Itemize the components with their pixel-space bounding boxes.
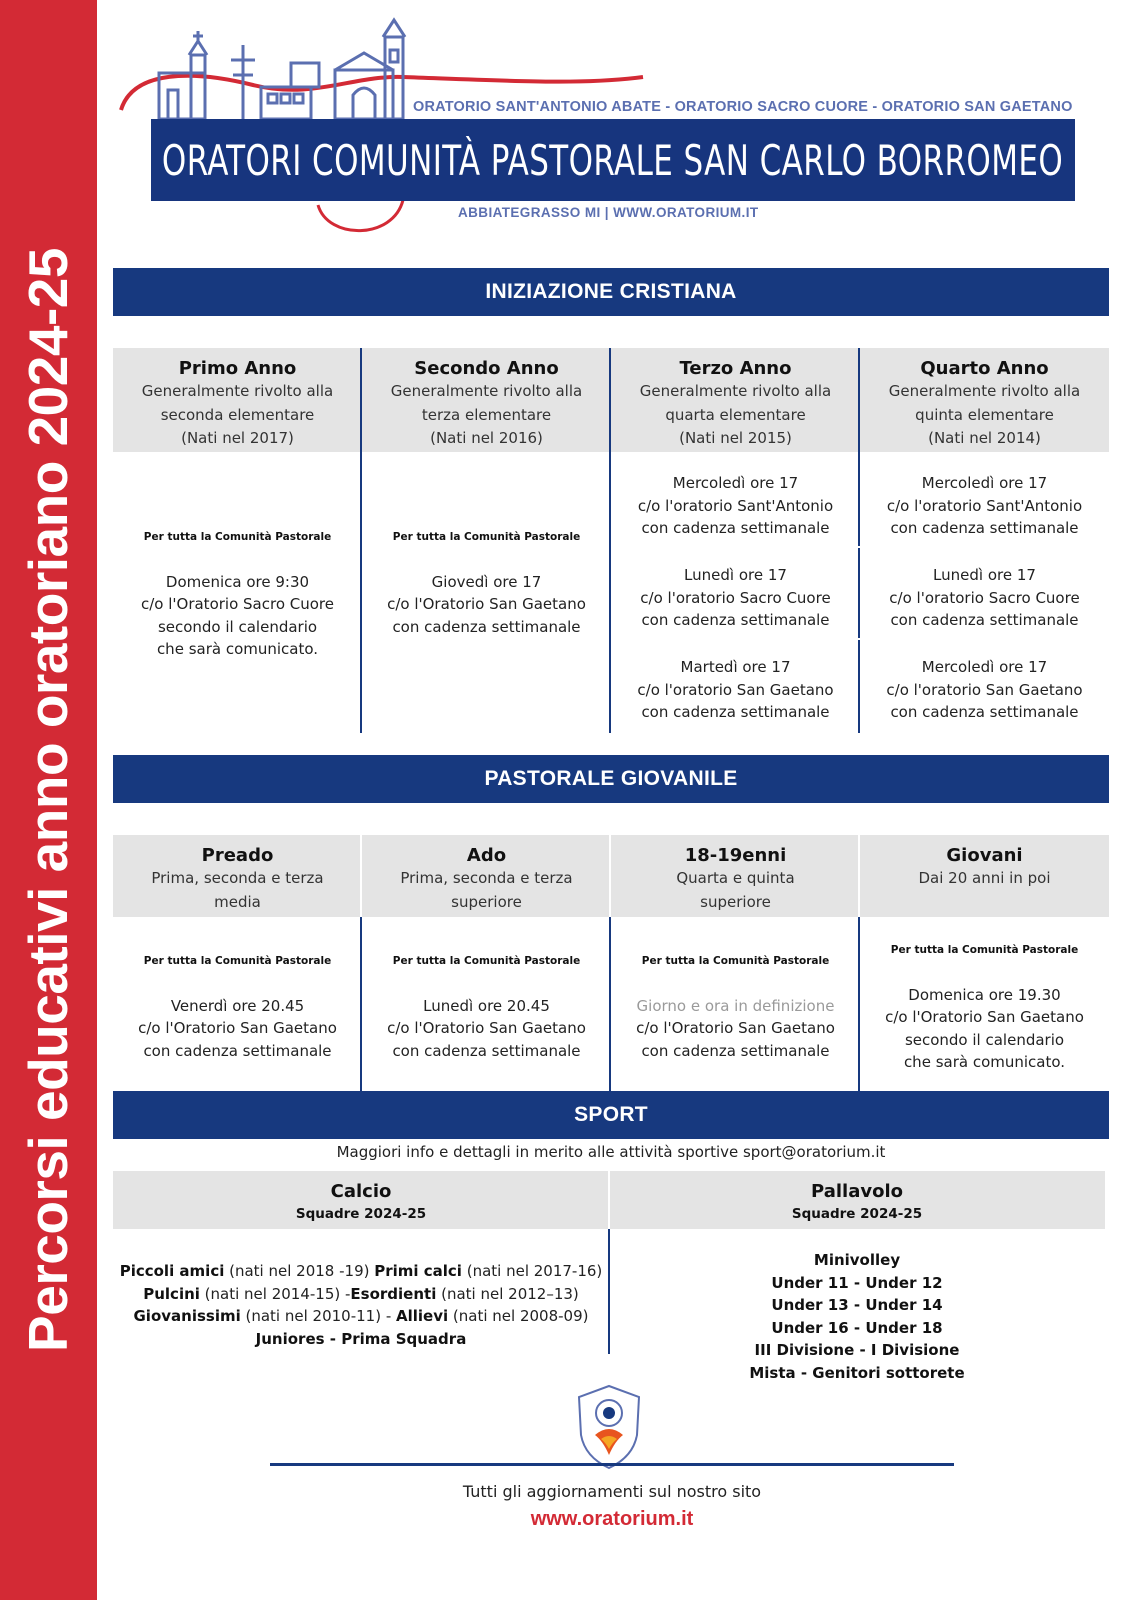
schedule-line: c/o l'oratorio Sant'Antonio [637,496,834,515]
footer-url-link[interactable]: www.oratorium.it [530,1508,694,1530]
pallavolo-subtitle: Squadre 2024-25 [791,1206,923,1222]
column-header-preado [113,835,362,913]
note: Per tutta la Comunità Pastorale [641,955,830,967]
column-title: 18-19enni [684,845,787,866]
team-years: (nati nel 2017-16) [461,1262,603,1280]
header-address: ABBIATEGRASSO MI | WWW.ORATORIUM.IT [458,205,759,220]
header-banner [151,119,1075,201]
schedule-line: Giorno e ora in definizione [636,996,835,1015]
sport-info: Maggiori info e dettagli in merito alle attività sportive sport@oratorium.it [336,1143,886,1161]
column-desc: superiore [700,892,771,911]
note: Per tutta la Comunità Pastorale [143,955,332,967]
header [113,15,1109,240]
schedule-line: c/o l'Oratorio San Gaetano [138,1019,337,1037]
calcio-header [113,1171,609,1222]
column-desc: (Nati nel 2017) [181,429,294,447]
team-name: Esordienti [350,1284,437,1303]
calcio-title: Calcio [330,1181,392,1202]
team-name: Giovanissimi [133,1307,241,1325]
schedule-line: c/o l'oratorio San Gaetano [886,680,1083,699]
schedule-line: con cadenza settimanale [890,703,1079,721]
schedule-slot [860,472,1109,540]
team-name: Mista - Genitori sottorete [749,1363,965,1382]
column-title: Primo Anno [178,358,297,379]
team-name: Allievi [396,1307,449,1325]
schedule-line: c/o l'oratorio San Gaetano [637,680,834,699]
section-iniziazione-title: INIZIAZIONE CRISTIANA [113,268,1109,316]
column-desc: (Nati nel 2015) [679,429,792,447]
column-header-giovani [860,835,1109,890]
team-name: III Divisione - I Divisione [754,1341,960,1359]
schedule-slot [611,656,860,724]
schedule-line: c/o l'Oratorio San Gaetano [636,1019,835,1037]
header-title: ORATORI COMUNITÀ PASTORALE SAN CARLO BORROMEO [162,135,1064,185]
calcio-subtitle: Squadre 2024-25 [295,1206,427,1222]
schedule-slot [860,564,1109,632]
column-desc: quinta elementare [915,405,1054,424]
column-desc: Quarta e quinta [676,869,795,887]
schedule-line: c/o l'Oratorio San Gaetano [885,1008,1084,1026]
schedule-line: c/o l'Oratorio San Gaetano [387,1019,586,1037]
schedule-line: Martedì ore 17 [680,658,791,676]
team-name: Under 16 - Under 18 [771,1318,943,1337]
schedule-line: con cadenza settimanale [890,611,1079,629]
column-header-ado [362,835,611,913]
schedule-line: con cadenza settimanale [641,519,830,537]
column-title: Quarto Anno [920,358,1049,379]
schedule-line: Lunedì ore 20.45 [423,996,550,1015]
schedule-slot [860,656,1109,724]
schedule-line: Domenica ore 19.30 [908,985,1061,1004]
schedule-primo-anno [113,526,362,661]
column-header-18-19enni [611,835,860,913]
sport-header-row [113,1171,1105,1229]
schedule-line: con cadenza settimanale [641,611,830,629]
schedule-line: secondo il calendario [157,617,318,636]
column-desc: Prima, seconda e terza [151,869,324,887]
team-years: (nati nel 2008-09) [448,1307,589,1325]
team-name: Under 11 - Under 12 [771,1273,943,1292]
column-desc: (Nati nel 2014) [928,429,1041,447]
giovanile-grid [113,835,1109,1097]
schedule-line: Domenica ore 9:30 [165,572,310,591]
schedule-line: con cadenza settimanale [641,1041,830,1060]
column-desc: terza elementare [421,405,552,424]
footer-divider [270,1463,954,1466]
schedule-ado [362,950,611,1062]
note: Per tutta la Comunità Pastorale [392,531,581,543]
column-header-quarto-anno [860,348,1109,450]
schedule-line: c/o l'oratorio Sacro Cuore [889,588,1080,607]
column-header-primo-anno [113,348,362,450]
note: Per tutta la Comunità Pastorale [143,531,332,543]
column-title: Secondo Anno [414,358,559,379]
pallavolo-header [609,1171,1105,1222]
column-desc: media [214,892,261,911]
calcio-row [113,1260,609,1283]
schedule-giovani [860,939,1109,1074]
footer-text: Tutti gli aggiornamenti sul nostro sito [462,1482,762,1501]
schedule-line: con cadenza settimanale [392,1041,581,1060]
schedule-line: con cadenza settimanale [890,519,1079,537]
column-desc: Generalmente rivolto alla [888,382,1081,400]
iniziazione-grid [113,348,1109,733]
team-years: (nati nel 2010-11) - [240,1307,397,1325]
team-name: Pulcini [143,1284,200,1303]
column-desc: quarta elementare [665,405,806,424]
schedule-line: con cadenza settimanale [143,1041,332,1060]
team-name: Piccoli amici [119,1262,225,1280]
column-title: Terzo Anno [679,358,792,379]
schedule-line: Mercoledì ore 17 [672,474,799,492]
column-desc: Generalmente rivolto alla [639,382,832,400]
team-name: Primi calci [374,1262,462,1280]
section-giovanile-title: PASTORALE GIOVANILE [113,755,1109,803]
calcio-teams [113,1260,609,1350]
schedule-line: Lunedì ore 17 [684,566,787,584]
section-sport-title: SPORT [113,1091,1109,1139]
column-desc: seconda elementare [160,405,315,424]
divider [611,546,1109,548]
schedule-slot [611,472,860,540]
calcio-row [113,1328,609,1351]
team-years: (nati nel 2012–13) [436,1284,579,1303]
schedule-slot [611,564,860,632]
team-years: (nati nel 2014-15) - [199,1284,351,1303]
note: Per tutta la Comunità Pastorale [890,944,1079,956]
sport-club-crest-icon [575,1383,643,1471]
pallavolo-teams [609,1249,1105,1384]
calcio-row [113,1305,609,1328]
schedule-line: con cadenza settimanale [392,617,581,636]
schedule-line: c/o l'Oratorio San Gaetano [387,595,586,613]
column-desc: Prima, seconda e terza [400,869,573,887]
schedule-line: che sarà comunicato. [903,1053,1066,1071]
team-name: Juniores - Prima Squadra [255,1329,467,1348]
column-desc: Dai 20 anni in poi [918,869,1051,887]
pallavolo-title: Pallavolo [811,1181,903,1202]
schedule-line: Giovedì ore 17 [431,572,542,591]
column-title: Ado [466,845,507,866]
schedule-line: con cadenza settimanale [641,703,830,721]
calcio-row [113,1283,609,1306]
schedule-line: c/o l'oratorio Sacro Cuore [640,588,831,607]
column-title: Giovani [946,845,1023,866]
team-years: (nati nel 2018 -19) [224,1262,375,1280]
schedule-line: Mercoledì ore 17 [921,658,1048,676]
column-desc: Generalmente rivolto alla [141,382,334,400]
schedule-line: c/o l'oratorio Sant'Antonio [886,496,1083,515]
column-desc: Generalmente rivolto alla [390,382,583,400]
schedule-18-19enni [611,950,860,1062]
schedule-line: Venerdì ore 20.45 [170,996,305,1015]
team-name: Under 13 - Under 14 [771,1296,943,1314]
schedule-line: che sarà comunicato. [156,640,319,658]
column-title: Preado [201,845,274,866]
sidebar [0,0,97,1600]
schedule-line: secondo il calendario [904,1030,1065,1049]
column-header-secondo-anno [362,348,611,450]
schedule-preado [113,950,362,1062]
divider [611,638,1109,640]
sidebar-title: Percorsi educativi anno oratoriano 2024-25 [17,248,79,1352]
schedule-secondo-anno [362,526,611,638]
column-desc: (Nati nel 2016) [430,429,543,447]
column-desc: superiore [451,892,522,911]
note: Per tutta la Comunità Pastorale [392,955,581,967]
header-subtitle: ORATORIO SANT'ANTONIO ABATE - ORATORIO SACRO CUORE - ORATORIO SAN GAETANO [413,99,1073,115]
column-header-terzo-anno [611,348,860,450]
schedule-line: Lunedì ore 17 [933,566,1036,584]
schedule-line: Mercoledì ore 17 [921,474,1048,492]
schedule-line: c/o l'Oratorio Sacro Cuore [140,595,334,613]
team-name: Minivolley [813,1251,901,1269]
